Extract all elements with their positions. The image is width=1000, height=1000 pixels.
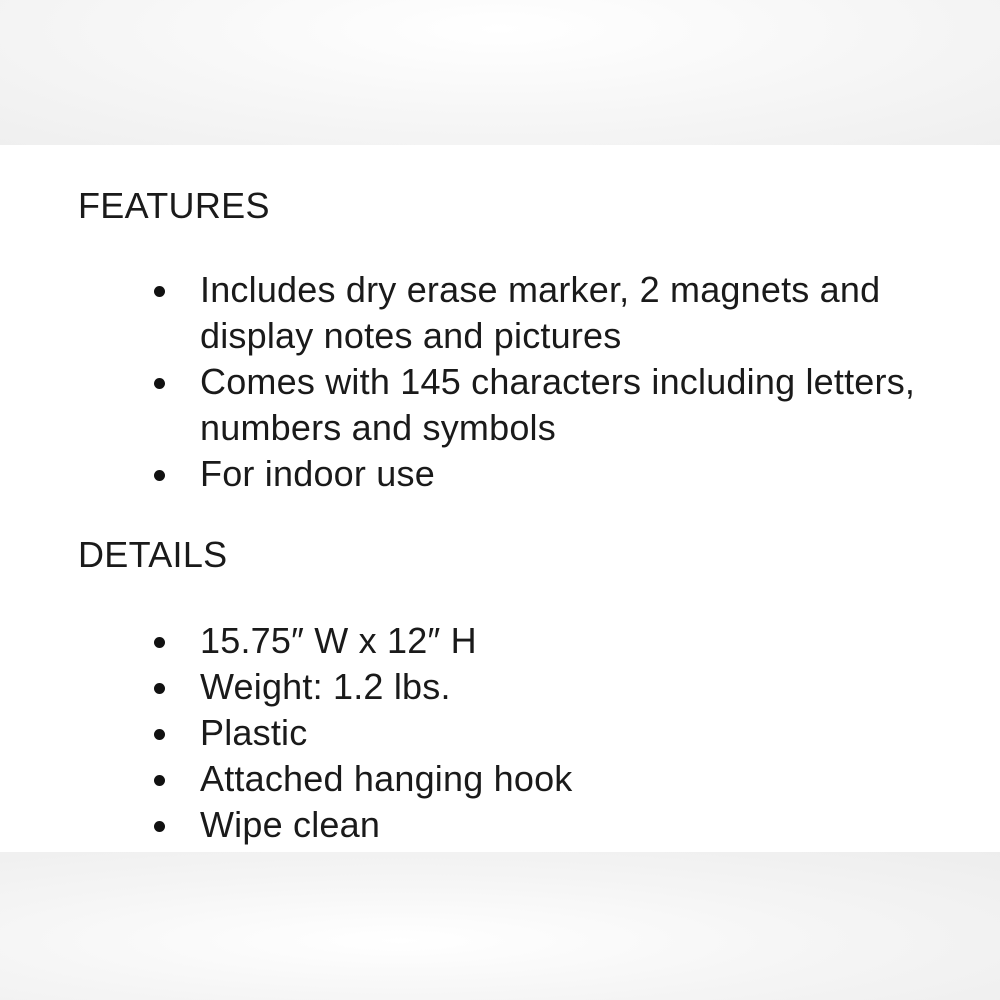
list-item [0, 802, 1000, 848]
list-item-text: Weight: 1.2 lbs. [200, 666, 451, 707]
bullet-icon [154, 470, 165, 481]
bullet-icon [154, 683, 165, 694]
list-item-text: Includes dry erase marker, 2 magnets and display notes and pictures [200, 269, 881, 356]
list-item-text: Comes with 145 characters including letters, numbers and symbols [200, 361, 916, 448]
list-item-text: Wipe clean [200, 804, 381, 845]
list-item [0, 267, 1000, 359]
bullet-icon [154, 286, 165, 297]
bullet-icon [154, 775, 165, 786]
list-item [0, 451, 1000, 497]
background-top [0, 0, 1000, 145]
features-heading: FEATURES [78, 185, 270, 226]
list-item [0, 359, 1000, 451]
product-info-panel [0, 145, 1000, 852]
list-item-text: For indoor use [200, 453, 435, 494]
list-item-text: Attached hanging hook [200, 758, 573, 799]
background-bottom [0, 852, 1000, 1000]
bullet-icon [154, 729, 165, 740]
list-item-text: Plastic [200, 712, 308, 753]
list-item [0, 618, 1000, 664]
list-item [0, 664, 1000, 710]
bullet-icon [154, 378, 165, 389]
list-item [0, 756, 1000, 802]
details-list [0, 618, 1000, 848]
list-item-text: 15.75″ W x 12″ H [200, 620, 477, 661]
bullet-icon [154, 821, 165, 832]
features-list [0, 267, 1000, 497]
bullet-icon [154, 637, 165, 648]
list-item [0, 710, 1000, 756]
details-heading: DETAILS [78, 534, 228, 575]
